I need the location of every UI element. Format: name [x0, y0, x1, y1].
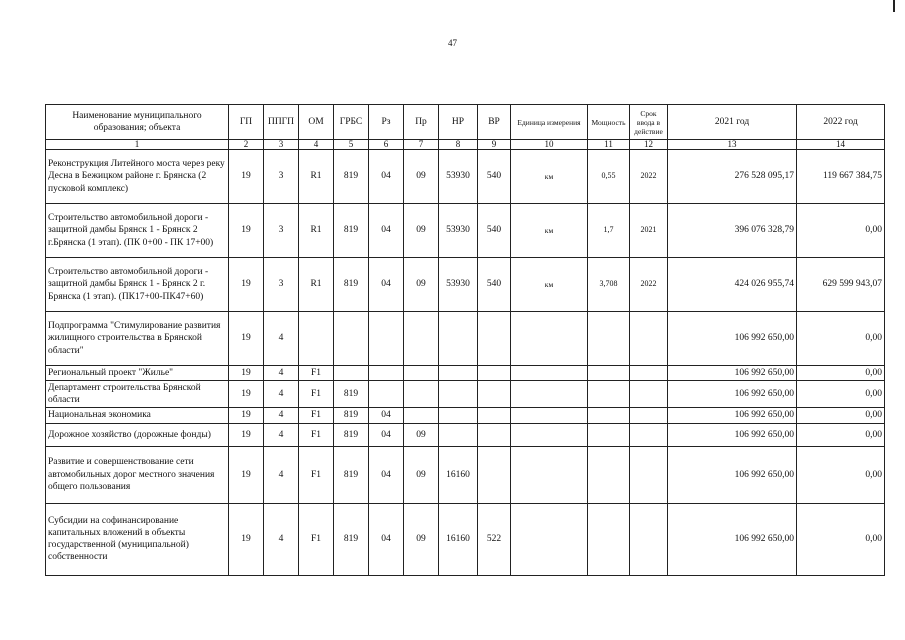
header-row	[46, 105, 885, 140]
table-row	[46, 408, 885, 423]
cell-y2022: 119 667 384,75	[797, 150, 885, 204]
cell-name: Субсидии на софинансирование капитальных вложений в объекты государственной (муниципальной) собственности	[46, 503, 229, 575]
cell-y2022: 0,00	[797, 312, 885, 366]
cell-ppgp: 4	[264, 366, 299, 381]
cell-vr	[478, 446, 511, 503]
cell-y2021: 106 992 650,00	[668, 312, 797, 366]
cell-ppgp: 3	[264, 204, 299, 258]
header-cell-ppgp: ППГП	[264, 105, 299, 140]
cell-gp: 19	[229, 204, 264, 258]
cell-grbs: 819	[334, 258, 369, 312]
cell-ppgp: 4	[264, 423, 299, 446]
cell-name: Национальная экономика	[46, 408, 229, 423]
cell-unit: км	[511, 204, 588, 258]
cell-unit	[511, 381, 588, 408]
cell-y2021: 106 992 650,00	[668, 446, 797, 503]
cell-rz: 04	[369, 423, 404, 446]
cell-pr	[404, 408, 439, 423]
cell-vr: 540	[478, 150, 511, 204]
header-cell-grbs: ГРБС	[334, 105, 369, 140]
cell-vr: 540	[478, 258, 511, 312]
cell-y2021: 276 528 095,17	[668, 150, 797, 204]
cell-pr: 09	[404, 204, 439, 258]
cell-gp: 19	[229, 312, 264, 366]
cell-grbs: 819	[334, 381, 369, 408]
column-number: 1	[46, 140, 229, 150]
cell-y2021: 424 026 955,74	[668, 258, 797, 312]
cell-y2021: 106 992 650,00	[668, 381, 797, 408]
table-row	[46, 446, 885, 503]
cell-gp: 19	[229, 366, 264, 381]
cell-pr: 09	[404, 423, 439, 446]
cell-vr	[478, 423, 511, 446]
cell-om: R1	[299, 150, 334, 204]
cell-grbs	[334, 366, 369, 381]
cell-y2021: 106 992 650,00	[668, 366, 797, 381]
column-number: 3	[264, 140, 299, 150]
column-number: 4	[299, 140, 334, 150]
header-cell-name: Наименование муниципального образования; объекта	[46, 105, 229, 140]
cell-term	[630, 312, 668, 366]
cell-ppgp: 4	[264, 503, 299, 575]
cell-name: Развитие и совершенствование сети автомобильных дорог местного значения общего пользования	[46, 446, 229, 503]
cell-om: F1	[299, 503, 334, 575]
cell-nr: 53930	[439, 204, 478, 258]
cell-nr	[439, 366, 478, 381]
cell-ppgp: 3	[264, 150, 299, 204]
column-number: 10	[511, 140, 588, 150]
cell-om: F1	[299, 366, 334, 381]
cell-capacity	[588, 312, 630, 366]
cell-rz: 04	[369, 258, 404, 312]
cell-unit	[511, 408, 588, 423]
cell-unit	[511, 366, 588, 381]
column-number: 6	[369, 140, 404, 150]
cell-capacity: 0,55	[588, 150, 630, 204]
cell-ppgp: 4	[264, 408, 299, 423]
column-number: 7	[404, 140, 439, 150]
cell-rz	[369, 312, 404, 366]
cell-om: F1	[299, 381, 334, 408]
cell-y2022: 0,00	[797, 446, 885, 503]
cell-y2022: 0,00	[797, 366, 885, 381]
cell-gp: 19	[229, 446, 264, 503]
cell-vr: 540	[478, 204, 511, 258]
header-cell-rz: Рз	[369, 105, 404, 140]
cell-name: Подпрограмма "Стимулирование развития жилищного строительства в Брянской области"	[46, 312, 229, 366]
header-cell-2022: 2022 год	[797, 105, 885, 140]
cell-capacity	[588, 503, 630, 575]
cell-pr: 09	[404, 446, 439, 503]
cell-name: Реконструкция Литейного моста через реку Десна в Бежицком районе г. Брянска (2 пусковой комплекс)	[46, 150, 229, 204]
cell-unit: км	[511, 150, 588, 204]
column-number: 12	[630, 140, 668, 150]
column-number: 2	[229, 140, 264, 150]
cell-unit	[511, 312, 588, 366]
cell-pr: 09	[404, 150, 439, 204]
column-number-row	[46, 140, 885, 150]
cell-name: Региональный проект "Жилье"	[46, 366, 229, 381]
cell-grbs: 819	[334, 423, 369, 446]
cell-y2022: 0,00	[797, 381, 885, 408]
header-cell-vr: ВР	[478, 105, 511, 140]
cell-om: R1	[299, 258, 334, 312]
cell-y2021: 396 076 328,79	[668, 204, 797, 258]
cell-unit	[511, 503, 588, 575]
cell-rz: 04	[369, 204, 404, 258]
table-row	[46, 366, 885, 381]
cell-vr	[478, 408, 511, 423]
cell-y2022: 0,00	[797, 204, 885, 258]
column-number: 13	[668, 140, 797, 150]
cell-y2021: 106 992 650,00	[668, 503, 797, 575]
cell-y2022: 0,00	[797, 503, 885, 575]
cell-nr: 16160	[439, 503, 478, 575]
cell-vr: 522	[478, 503, 511, 575]
cell-gp: 19	[229, 150, 264, 204]
table-row	[46, 423, 885, 446]
cell-nr: 53930	[439, 150, 478, 204]
column-number: 8	[439, 140, 478, 150]
cell-capacity	[588, 381, 630, 408]
scan-edge-mark	[893, 0, 895, 12]
cell-capacity	[588, 446, 630, 503]
cell-rz: 04	[369, 150, 404, 204]
cell-ppgp: 4	[264, 381, 299, 408]
cell-term: 2021	[630, 204, 668, 258]
table-row	[46, 503, 885, 575]
cell-grbs: 819	[334, 150, 369, 204]
cell-term	[630, 446, 668, 503]
cell-unit	[511, 446, 588, 503]
cell-vr	[478, 312, 511, 366]
cell-vr	[478, 381, 511, 408]
cell-om	[299, 312, 334, 366]
cell-term: 2022	[630, 150, 668, 204]
cell-gp: 19	[229, 408, 264, 423]
header-cell-gp: ГП	[229, 105, 264, 140]
column-number: 5	[334, 140, 369, 150]
cell-grbs: 819	[334, 446, 369, 503]
header-cell-term: Срок ввода в действие	[630, 105, 668, 140]
header-cell-om: ОМ	[299, 105, 334, 140]
cell-gp: 19	[229, 381, 264, 408]
table-row	[46, 381, 885, 408]
cell-name: Строительство автомобильной дороги - защитной дамбы Брянск 1 - Брянск 2 г.Брянска (1 этап). (ПК 0+00 - ПК 17+00)	[46, 204, 229, 258]
table-row	[46, 258, 885, 312]
cell-term: 2022	[630, 258, 668, 312]
cell-y2022: 0,00	[797, 408, 885, 423]
cell-y2021: 106 992 650,00	[668, 423, 797, 446]
cell-vr	[478, 366, 511, 381]
cell-pr	[404, 381, 439, 408]
cell-capacity: 3,708	[588, 258, 630, 312]
cell-om: F1	[299, 408, 334, 423]
header-cell-capacity: Мощность	[588, 105, 630, 140]
cell-nr	[439, 381, 478, 408]
header-cell-pr: Пр	[404, 105, 439, 140]
cell-pr	[404, 312, 439, 366]
cell-gp: 19	[229, 503, 264, 575]
cell-pr: 09	[404, 503, 439, 575]
cell-pr: 09	[404, 258, 439, 312]
budget-table	[45, 104, 885, 576]
header-cell-2021: 2021 год	[668, 105, 797, 140]
cell-rz: 04	[369, 408, 404, 423]
cell-unit	[511, 423, 588, 446]
cell-om: F1	[299, 446, 334, 503]
header-cell-unit: Единица измерения	[511, 105, 588, 140]
cell-rz: 04	[369, 446, 404, 503]
cell-rz	[369, 381, 404, 408]
cell-om: R1	[299, 204, 334, 258]
cell-ppgp: 3	[264, 258, 299, 312]
cell-nr	[439, 423, 478, 446]
cell-nr: 53930	[439, 258, 478, 312]
table-row	[46, 204, 885, 258]
cell-term	[630, 503, 668, 575]
cell-y2022: 629 599 943,07	[797, 258, 885, 312]
cell-name: Департамент строительства Брянской области	[46, 381, 229, 408]
cell-nr: 16160	[439, 446, 478, 503]
cell-rz: 04	[369, 503, 404, 575]
cell-term	[630, 366, 668, 381]
cell-y2022: 0,00	[797, 423, 885, 446]
cell-ppgp: 4	[264, 312, 299, 366]
cell-nr	[439, 408, 478, 423]
cell-nr	[439, 312, 478, 366]
column-number: 14	[797, 140, 885, 150]
cell-capacity	[588, 366, 630, 381]
table-row	[46, 150, 885, 204]
cell-grbs: 819	[334, 503, 369, 575]
cell-grbs	[334, 312, 369, 366]
cell-capacity: 1,7	[588, 204, 630, 258]
cell-grbs: 819	[334, 204, 369, 258]
cell-gp: 19	[229, 258, 264, 312]
cell-grbs: 819	[334, 408, 369, 423]
cell-name: Строительство автомобильной дороги - защитной дамбы Брянск 1 - Брянск 2 г. Брянска (1 этап). (ПК17+00-ПК47+60)	[46, 258, 229, 312]
cell-ppgp: 4	[264, 446, 299, 503]
cell-name: Дорожное хозяйство (дорожные фонды)	[46, 423, 229, 446]
cell-rz	[369, 366, 404, 381]
cell-y2021: 106 992 650,00	[668, 408, 797, 423]
cell-unit: км	[511, 258, 588, 312]
cell-capacity	[588, 408, 630, 423]
cell-term	[630, 381, 668, 408]
cell-term	[630, 408, 668, 423]
cell-om: F1	[299, 423, 334, 446]
header-cell-nr: НР	[439, 105, 478, 140]
cell-pr	[404, 366, 439, 381]
page-number: 47	[448, 38, 457, 48]
column-number: 11	[588, 140, 630, 150]
column-number: 9	[478, 140, 511, 150]
cell-term	[630, 423, 668, 446]
cell-gp: 19	[229, 423, 264, 446]
table-row	[46, 312, 885, 366]
cell-capacity	[588, 423, 630, 446]
